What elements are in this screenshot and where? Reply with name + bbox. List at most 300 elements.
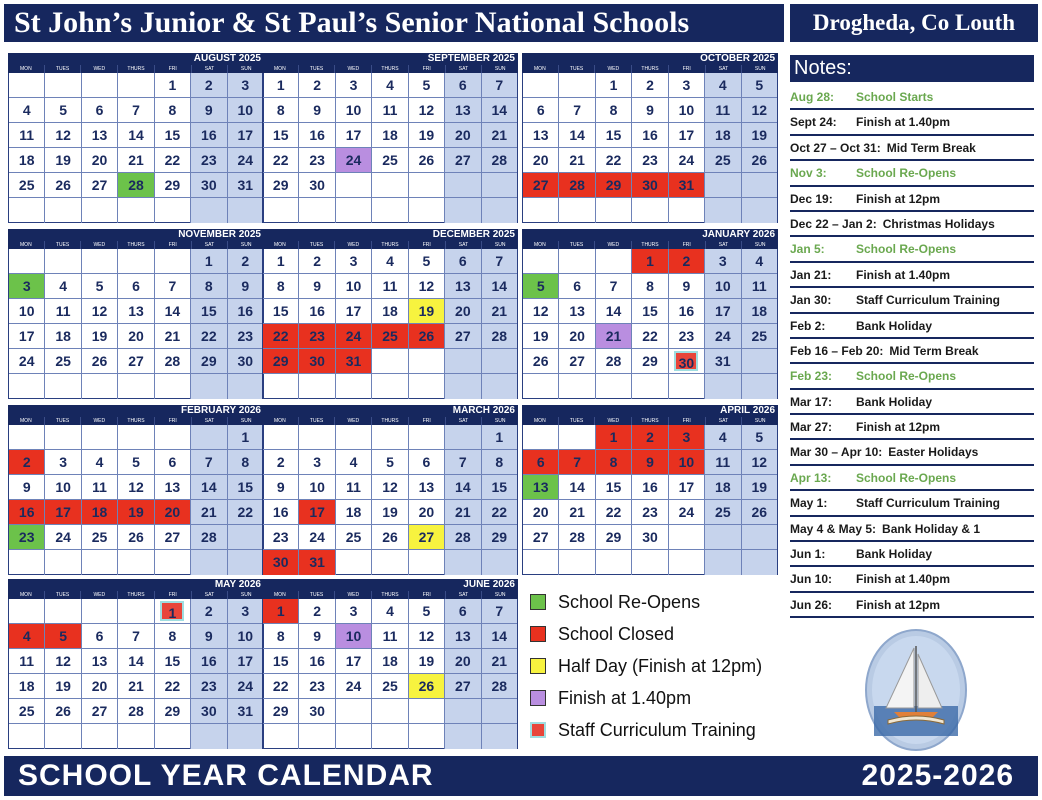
day-cell: 30 xyxy=(191,173,227,198)
day-cell xyxy=(559,374,595,399)
day-cell: 21 xyxy=(596,324,632,349)
day-cell xyxy=(45,249,81,274)
day-cell xyxy=(155,425,191,450)
day-cell: 4 xyxy=(9,98,45,123)
day-cell: 2 xyxy=(632,73,668,98)
day-cell: 13 xyxy=(523,475,559,500)
weekday-label: TUES xyxy=(558,417,595,425)
day-cell xyxy=(155,198,191,223)
day-cell xyxy=(9,73,45,98)
note-text: Bank Holiday & 1 xyxy=(882,521,981,536)
day-cell: 20 xyxy=(118,324,154,349)
day-cell: 11 xyxy=(372,98,408,123)
day-cell: 25 xyxy=(705,500,741,525)
note-text: Finish at 1.40pm xyxy=(856,572,951,587)
day-cell: 26 xyxy=(409,674,445,699)
day-cell: 30 xyxy=(228,349,263,374)
day-cell xyxy=(372,173,408,198)
weekday-header xyxy=(522,65,778,73)
weekday-label: WED xyxy=(594,65,631,73)
day-cell: 8 xyxy=(191,274,227,299)
weekday-label: TUES xyxy=(44,65,81,73)
day-cell xyxy=(82,73,118,98)
day-cell: 21 xyxy=(482,123,517,148)
day-cell: 31 xyxy=(299,550,335,575)
note-date: Sept 24: xyxy=(790,115,837,130)
day-cell xyxy=(409,173,445,198)
day-cell: 28 xyxy=(596,349,632,374)
day-cell: 26 xyxy=(82,349,118,374)
note-item xyxy=(790,415,1034,440)
day-cell: 21 xyxy=(482,299,517,324)
day-cell xyxy=(372,198,408,223)
day-cell: 8 xyxy=(596,98,632,123)
day-cell: 8 xyxy=(596,450,632,475)
day-cell: 2 xyxy=(228,249,263,274)
weekday-label: FRI xyxy=(154,591,191,599)
weekday-label: SAT xyxy=(445,591,482,599)
day-cell: 22 xyxy=(263,324,299,349)
day-cell: 9 xyxy=(228,274,263,299)
month-6 xyxy=(8,405,264,575)
day-cell xyxy=(482,374,517,399)
day-cell: 29 xyxy=(482,525,517,550)
day-cell: 7 xyxy=(118,98,154,123)
day-cell: 3 xyxy=(669,73,705,98)
day-cell xyxy=(409,374,445,399)
weekday-label: TUES xyxy=(298,417,335,425)
day-cell: 19 xyxy=(409,649,445,674)
day-cell xyxy=(45,198,81,223)
day-cell: 8 xyxy=(263,274,299,299)
day-cell: 16 xyxy=(299,123,335,148)
day-cell xyxy=(299,374,335,399)
note-text: Finish at 12pm xyxy=(856,191,941,206)
day-cell: 30 xyxy=(299,349,335,374)
day-cell: 7 xyxy=(482,249,517,274)
day-cell: 12 xyxy=(45,123,81,148)
day-cell: 19 xyxy=(82,324,118,349)
legend-item xyxy=(530,682,780,714)
day-cell xyxy=(482,724,517,749)
day-cell: 8 xyxy=(155,624,191,649)
day-cell xyxy=(263,724,299,749)
month-days xyxy=(262,249,518,399)
day-cell: 28 xyxy=(482,674,517,699)
day-cell: 2 xyxy=(191,73,227,98)
day-cell: 26 xyxy=(409,324,445,349)
day-cell: 21 xyxy=(559,500,595,525)
day-cell: 26 xyxy=(45,173,81,198)
day-cell xyxy=(228,724,263,749)
weekday-header xyxy=(8,591,264,599)
day-cell xyxy=(705,525,741,550)
month-days xyxy=(522,249,778,399)
day-cell xyxy=(705,198,741,223)
day-cell xyxy=(482,349,517,374)
day-cell xyxy=(559,198,595,223)
day-cell: 15 xyxy=(596,475,632,500)
day-cell: 22 xyxy=(596,148,632,173)
day-cell: 17 xyxy=(228,123,263,148)
note-item xyxy=(790,542,1034,567)
day-cell: 23 xyxy=(263,525,299,550)
day-cell: 20 xyxy=(445,649,481,674)
day-cell: 10 xyxy=(9,299,45,324)
day-cell xyxy=(191,198,227,223)
day-cell: 28 xyxy=(482,324,517,349)
day-cell xyxy=(523,249,559,274)
month-title: OCTOBER 2025 xyxy=(522,53,778,65)
weekday-label: WED xyxy=(80,65,117,73)
day-cell xyxy=(445,425,481,450)
day-cell: 30 xyxy=(299,699,335,724)
day-cell: 7 xyxy=(559,98,595,123)
day-cell: 27 xyxy=(445,674,481,699)
day-cell: 4 xyxy=(372,249,408,274)
day-cell: 16 xyxy=(191,649,227,674)
day-cell: 28 xyxy=(118,173,154,198)
day-cell xyxy=(9,249,45,274)
day-cell: 12 xyxy=(45,649,81,674)
day-cell xyxy=(445,374,481,399)
note-text: School Re-Opens xyxy=(856,242,957,257)
day-cell: 29 xyxy=(263,173,299,198)
day-cell: 18 xyxy=(742,299,777,324)
weekday-label: WED xyxy=(334,65,371,73)
day-cell: 13 xyxy=(118,299,154,324)
day-cell: 2 xyxy=(263,450,299,475)
day-cell: 14 xyxy=(155,299,191,324)
day-cell xyxy=(742,198,777,223)
day-cell: 1 xyxy=(191,249,227,274)
day-cell xyxy=(191,550,227,575)
day-cell: 14 xyxy=(482,98,517,123)
day-cell xyxy=(372,349,408,374)
note-date: Jun 10: xyxy=(790,572,833,587)
day-cell: 10 xyxy=(336,624,372,649)
legend-label: Staff Curriculum Training xyxy=(558,719,756,740)
day-cell xyxy=(372,699,408,724)
day-cell: 17 xyxy=(45,500,81,525)
weekday-label: TUES xyxy=(44,241,81,249)
month-title: SEPTEMBER 2025 xyxy=(262,53,518,65)
day-cell xyxy=(372,374,408,399)
note-text: Finish at 1.40pm xyxy=(856,115,951,130)
day-cell: 11 xyxy=(705,98,741,123)
day-cell: 21 xyxy=(482,649,517,674)
day-cell: 22 xyxy=(228,500,263,525)
day-cell: 10 xyxy=(705,274,741,299)
weekday-header xyxy=(522,417,778,425)
day-cell: 2 xyxy=(191,599,227,624)
day-cell: 29 xyxy=(263,349,299,374)
day-cell: 13 xyxy=(409,475,445,500)
day-cell: 28 xyxy=(559,173,595,198)
day-cell: 30 xyxy=(263,550,299,575)
day-cell: 22 xyxy=(632,324,668,349)
day-cell: 16 xyxy=(228,299,263,324)
day-cell: 19 xyxy=(409,299,445,324)
day-cell: 12 xyxy=(409,274,445,299)
day-cell xyxy=(669,374,705,399)
weekday-label: FRI xyxy=(154,417,191,425)
day-cell: 19 xyxy=(45,674,81,699)
day-cell: 17 xyxy=(336,299,372,324)
day-cell: 4 xyxy=(336,450,372,475)
day-cell: 27 xyxy=(118,349,154,374)
weekday-label: WED xyxy=(594,417,631,425)
note-date: Feb 2: xyxy=(790,318,826,333)
day-cell: 23 xyxy=(191,148,227,173)
day-cell: 4 xyxy=(82,450,118,475)
day-cell: 5 xyxy=(372,450,408,475)
day-cell: 9 xyxy=(191,98,227,123)
day-cell: 9 xyxy=(9,475,45,500)
note-text: Mid Term Break xyxy=(886,140,976,155)
note-date: Mar 30 – Apr 10: xyxy=(790,445,883,460)
weekday-label: THURS xyxy=(117,65,154,73)
day-cell: 12 xyxy=(523,299,559,324)
note-date: Jan 30: xyxy=(790,293,832,308)
day-cell: 21 xyxy=(118,674,154,699)
day-cell: 28 xyxy=(445,525,481,550)
day-cell xyxy=(118,425,154,450)
day-cell xyxy=(669,198,705,223)
weekday-label: FRI xyxy=(408,591,445,599)
legend-label: School Closed xyxy=(558,623,675,644)
day-cell: 10 xyxy=(228,98,263,123)
note-text: School Re-Opens xyxy=(856,369,957,384)
day-cell: 1 xyxy=(482,425,517,450)
day-cell xyxy=(82,425,118,450)
day-cell xyxy=(118,550,154,575)
legend-item xyxy=(530,618,780,650)
day-cell xyxy=(669,525,705,550)
footer-bar xyxy=(4,756,1038,796)
day-cell: 19 xyxy=(372,500,408,525)
weekday-label: THURS xyxy=(117,591,154,599)
day-cell: 6 xyxy=(409,450,445,475)
month-2 xyxy=(522,53,778,223)
day-cell xyxy=(742,525,777,550)
day-cell: 6 xyxy=(155,450,191,475)
day-cell: 14 xyxy=(118,123,154,148)
weekday-label: FRI xyxy=(408,241,445,249)
month-9 xyxy=(8,579,264,749)
day-cell: 4 xyxy=(372,73,408,98)
day-cell xyxy=(482,550,517,575)
day-cell: 13 xyxy=(445,98,481,123)
day-cell: 9 xyxy=(632,450,668,475)
day-cell: 4 xyxy=(742,249,777,274)
notes-list xyxy=(790,85,1034,618)
note-date: Mar 27: xyxy=(790,420,833,435)
legend-item xyxy=(530,650,780,682)
note-text: School Re-Opens xyxy=(856,166,957,181)
note-item xyxy=(790,110,1034,135)
day-cell xyxy=(482,198,517,223)
month-days xyxy=(522,73,778,223)
day-cell: 29 xyxy=(596,173,632,198)
day-cell: 14 xyxy=(596,299,632,324)
legend-swatch xyxy=(530,722,546,738)
day-cell: 10 xyxy=(336,98,372,123)
weekday-label: FRI xyxy=(154,65,191,73)
day-cell: 27 xyxy=(82,699,118,724)
weekday-label: WED xyxy=(80,417,117,425)
month-8 xyxy=(522,405,778,575)
day-cell xyxy=(82,724,118,749)
weekday-label: SUN xyxy=(481,591,518,599)
day-cell: 10 xyxy=(45,475,81,500)
day-cell xyxy=(742,374,777,399)
day-cell: 8 xyxy=(228,450,263,475)
day-cell xyxy=(559,249,595,274)
day-cell: 10 xyxy=(669,450,705,475)
day-cell: 27 xyxy=(409,525,445,550)
day-cell xyxy=(409,724,445,749)
note-date: Jan 5: xyxy=(790,242,825,257)
weekday-label: MON xyxy=(20,592,32,598)
weekday-label: THURS xyxy=(371,65,408,73)
day-cell: 20 xyxy=(523,148,559,173)
day-cell: 23 xyxy=(191,674,227,699)
day-cell: 21 xyxy=(155,324,191,349)
day-cell: 30 xyxy=(299,173,335,198)
note-date: Nov 3: xyxy=(790,166,827,181)
weekday-label: MON xyxy=(534,66,546,72)
day-cell xyxy=(559,73,595,98)
day-cell: 20 xyxy=(82,674,118,699)
day-cell: 22 xyxy=(482,500,517,525)
day-cell: 18 xyxy=(9,674,45,699)
weekday-label: TUES xyxy=(44,591,81,599)
day-cell: 17 xyxy=(336,649,372,674)
day-cell xyxy=(228,374,263,399)
day-cell xyxy=(559,425,595,450)
day-cell: 17 xyxy=(299,500,335,525)
day-cell: 15 xyxy=(191,299,227,324)
day-cell xyxy=(742,550,777,575)
day-cell: 2 xyxy=(299,599,335,624)
day-cell xyxy=(336,425,372,450)
weekday-label: THURS xyxy=(117,241,154,249)
weekday-label: THURS xyxy=(631,65,668,73)
note-date: Oct 27 – Oct 31: xyxy=(790,140,881,155)
month-title: DECEMBER 2025 xyxy=(262,229,518,241)
weekday-label: FRI xyxy=(408,65,445,73)
day-cell xyxy=(336,374,372,399)
day-cell: 8 xyxy=(632,274,668,299)
day-cell xyxy=(705,550,741,575)
day-cell: 3 xyxy=(336,73,372,98)
day-cell: 23 xyxy=(228,324,263,349)
day-cell: 8 xyxy=(263,624,299,649)
note-date: May 4 & May 5: xyxy=(790,521,877,536)
day-cell: 23 xyxy=(299,148,335,173)
day-cell: 30 xyxy=(632,525,668,550)
day-cell xyxy=(742,173,777,198)
day-cell: 15 xyxy=(228,475,263,500)
weekday-label: MON xyxy=(274,242,286,248)
note-date: Jun 1: xyxy=(790,547,826,562)
weekday-header xyxy=(262,417,518,425)
day-cell: 11 xyxy=(9,123,45,148)
month-title: MAY 2026 xyxy=(8,579,264,591)
day-cell xyxy=(523,73,559,98)
day-cell: 30 xyxy=(191,699,227,724)
day-cell: 14 xyxy=(559,123,595,148)
day-cell: 16 xyxy=(191,123,227,148)
day-cell: 12 xyxy=(118,475,154,500)
day-cell xyxy=(336,699,372,724)
day-cell: 3 xyxy=(299,450,335,475)
day-cell: 2 xyxy=(299,73,335,98)
note-item xyxy=(790,567,1034,592)
day-cell xyxy=(118,374,154,399)
day-cell: 1 xyxy=(155,73,191,98)
day-cell: 15 xyxy=(263,123,299,148)
day-cell: 6 xyxy=(523,450,559,475)
note-date: Feb 23: xyxy=(790,369,833,384)
note-text: Finish at 1.40pm xyxy=(856,267,951,282)
day-cell: 25 xyxy=(82,525,118,550)
day-cell: 9 xyxy=(263,475,299,500)
day-cell: 24 xyxy=(299,525,335,550)
day-cell: 20 xyxy=(155,500,191,525)
weekday-label: MON xyxy=(274,418,286,424)
day-cell: 11 xyxy=(705,450,741,475)
day-cell: 12 xyxy=(409,98,445,123)
weekday-label: MON xyxy=(534,242,546,248)
day-cell: 23 xyxy=(632,500,668,525)
day-cell: 14 xyxy=(118,649,154,674)
note-date: Aug 28: xyxy=(790,90,835,104)
day-cell xyxy=(82,550,118,575)
note-date: Feb 16 – Feb 20: xyxy=(790,343,884,358)
note-item xyxy=(790,161,1034,186)
weekday-label: SUN xyxy=(227,591,264,599)
day-cell: 23 xyxy=(299,674,335,699)
day-cell: 20 xyxy=(523,500,559,525)
day-cell: 18 xyxy=(336,500,372,525)
day-cell: 18 xyxy=(705,123,741,148)
weekday-label: SAT xyxy=(705,241,742,249)
day-cell xyxy=(596,374,632,399)
month-7 xyxy=(262,405,518,575)
day-cell: 17 xyxy=(9,324,45,349)
day-cell xyxy=(228,550,263,575)
weekday-label: SUN xyxy=(741,65,778,73)
day-cell xyxy=(155,374,191,399)
day-cell: 27 xyxy=(523,173,559,198)
day-cell xyxy=(632,198,668,223)
day-cell xyxy=(409,349,445,374)
weekday-label: SUN xyxy=(481,417,518,425)
weekday-label: SUN xyxy=(481,241,518,249)
day-cell: 26 xyxy=(742,500,777,525)
day-cell: 27 xyxy=(155,525,191,550)
month-title: NOVEMBER 2025 xyxy=(8,229,264,241)
day-cell: 4 xyxy=(9,624,45,649)
weekday-label: WED xyxy=(334,591,371,599)
note-item xyxy=(790,314,1034,339)
day-cell: 13 xyxy=(523,123,559,148)
day-cell: 24 xyxy=(705,324,741,349)
weekday-label: SAT xyxy=(191,417,228,425)
weekday-label: FRI xyxy=(668,417,705,425)
